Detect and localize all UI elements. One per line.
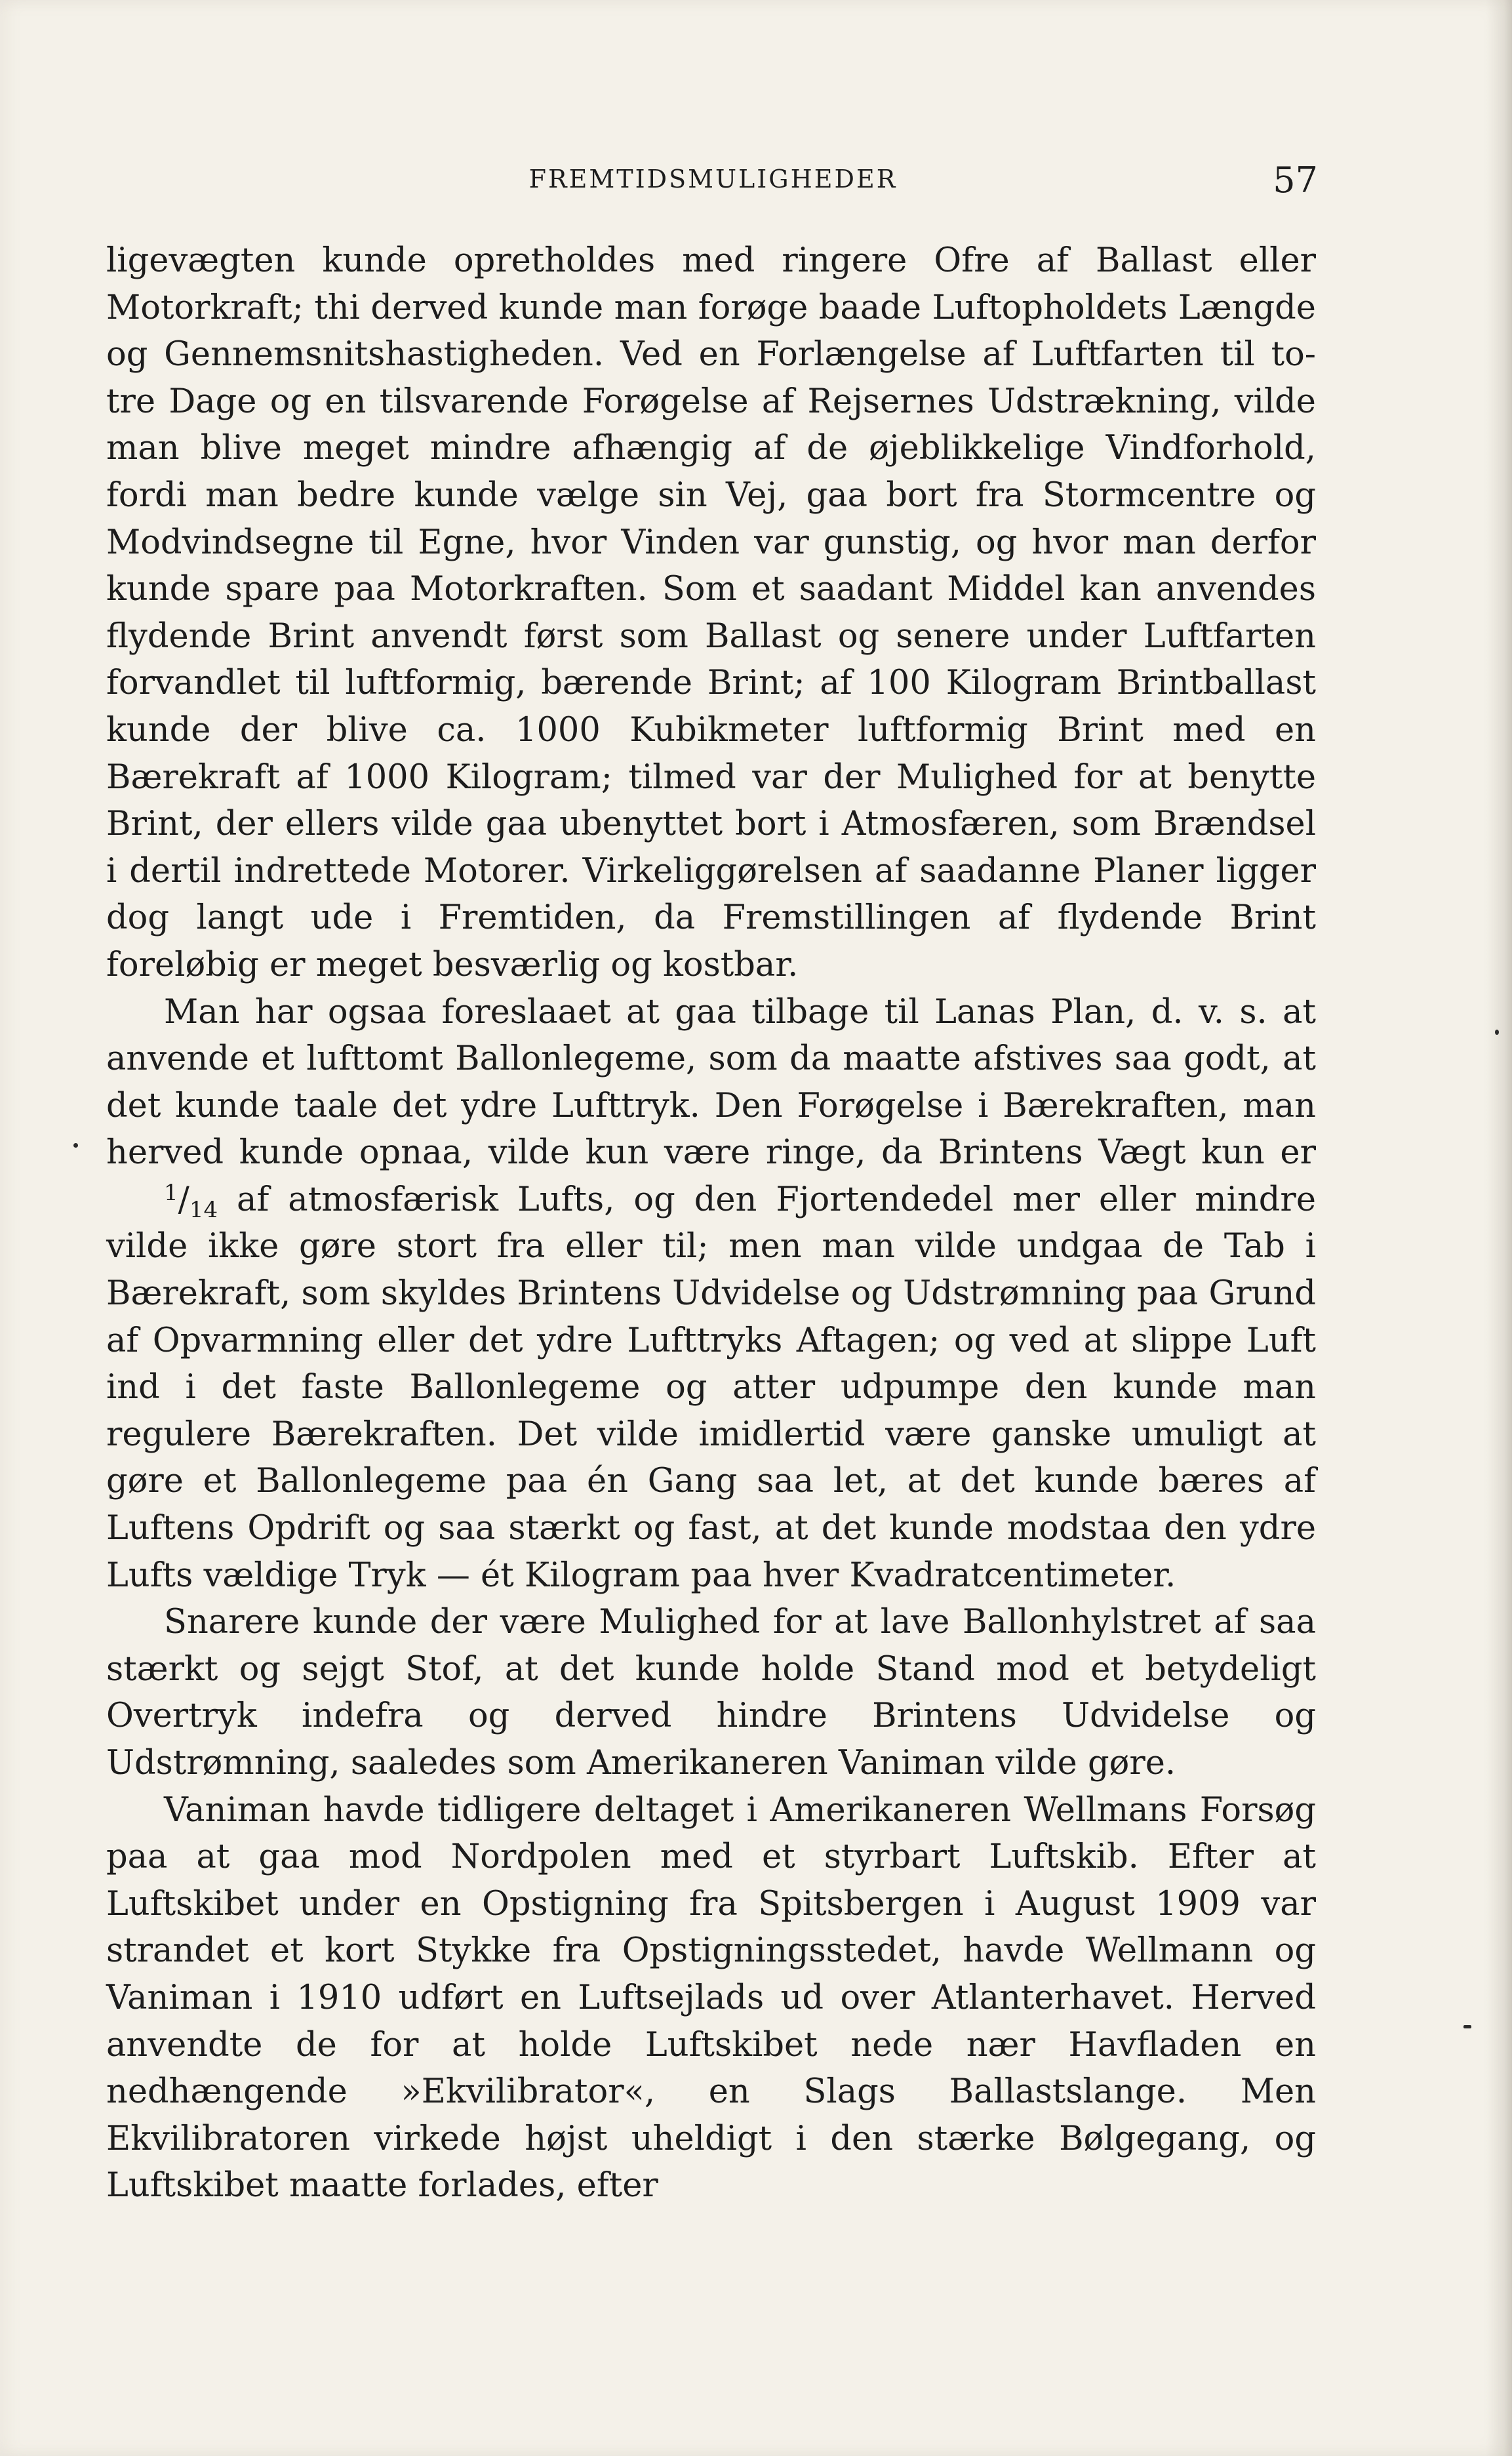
running-title: FREMTIDSMULIGHEDER (528, 165, 898, 193)
paragraph-3: Snarere kunde der være Mulighed for at lave Ballonhylstret af saa stærkt og sejgt Stof, at det kunde holde Stand mod et betydeligt Overtryk indefra og derved hindre Brintens Udvidelse og Udstrømning, saaledes som Amerikaneren Vaniman vilde gøre. (106, 1603, 1316, 1782)
body-text (106, 237, 1316, 2209)
page-number: 57 (1273, 159, 1318, 201)
margin-speck (1495, 1030, 1499, 1035)
paragraph-2-before: Man har ogsaa foreslaaet at gaa tilbage til Lanas Plan, d. v. s. at anvende et lufttomt Ballonlegeme, som da maatte afstives saa godt, at det kunde taale det ydre Lufttryk. Den Forøgelse i Bærekraften, man herved kunde opnaa, vilde kun være ringe, da Brintens Vægt kun er (106, 992, 1316, 1173)
paragraph-2 (106, 989, 1316, 1600)
margin-speck (1463, 2025, 1471, 2028)
paragraph-2-after: af atmosfærisk Lufts, og den Fjortendedel mer eller mindre vilde ikke gøre stort fra eller til; men man vilde undgaa de Tab i Bærekraft, som skyldes Brintens Udvidelse og Udstrømning paa Grund af Opvarmning eller det ydre Lufttryks Aftagen; og ved at slippe Luft ind i det faste Ballonlegeme og atter udpumpe den kunde man regulere Bærekraften. Det vilde imidlertid være ganske umuligt at gøre et Ballonlegeme paa én Gang saa let, at det kunde bæres af Luftens Opdrift og saa stærkt og fast, at det kunde modstaa den ydre Lufts vældige Tryk — ét Kilogram paa hver Kvadratcentimeter. (106, 1180, 1316, 1595)
fraction-numerator: 1 (164, 1179, 178, 1206)
page-edge-shadow (1486, 0, 1512, 2456)
running-head (108, 159, 1318, 199)
paragraph-4: Vaniman havde tidligere deltaget i Amerikaneren Wellmans Forsøg paa at gaa mod Nordpolen med et styrbart Luftskib. Efter at Luftskibet under en Opstigning fra Spitsbergen i August 1909 var strandet et kort Stykke fra Opstigningsstedet, havde Wellmann og Vaniman i 1910 udført en Luftsejlads ud over Atlanterhavet. Herved anvendte de for at holde Luftskibet nede nær Havfladen en nedhængende »Ekvilibrator«, en Slags Ballastslange. Men Ekvilibratoren virkede højst uheldigt i den stærke Bølgegang, og Luftskibet maatte forlades, efter (106, 1790, 1316, 2205)
fraction-denominator: 14 (189, 1196, 218, 1223)
margin-speck (73, 1143, 78, 1148)
paragraph-1: ligevægten kunde opretholdes med ringere Ofre af Ballast eller Motorkraft; thi derved kunde man forøge baade Luftopholdets Længde og Gennemsnitshastigheden. Ved en Forlængelse af Luftfarten til to-tre Dage og en tilsvarende Forøgelse af Rejsernes Udstrækning, vilde man blive meget mindre afhængig af de øjeblikkelige Vindforhold, fordi man bedre kunde vælge sin Vej, gaa bort fra Stormcentre og Modvindsegne til Egne, hvor Vinden var gunstig, og hvor man derfor kunde spare paa Motorkraften. Som et saadant Middel kan anvendes flydende Brint anvendt først som Ballast og senere under Luftfarten forvandlet til luftformig, bærende Brint; af 100 Kilogram Brintballast kunde der blive ca. 1000 Kubikmeter luftformig Brint med en Bærekraft af 1000 Kilogram; tilmed var der Mulighed for at benytte Brint, der ellers vilde gaa ubenyttet bort i Atmosfæren, som Brændsel i dertil indrettede Motorer. Virkeliggørelsen af saadanne Planer ligger dog langt ude i Fremtiden, da Fremstillingen af flydende Brint foreløbig er meget besværlig og kostbar. (106, 241, 1316, 984)
fraction-slash: / (178, 1180, 189, 1219)
fraction-one-fourteenth (106, 1177, 218, 1224)
